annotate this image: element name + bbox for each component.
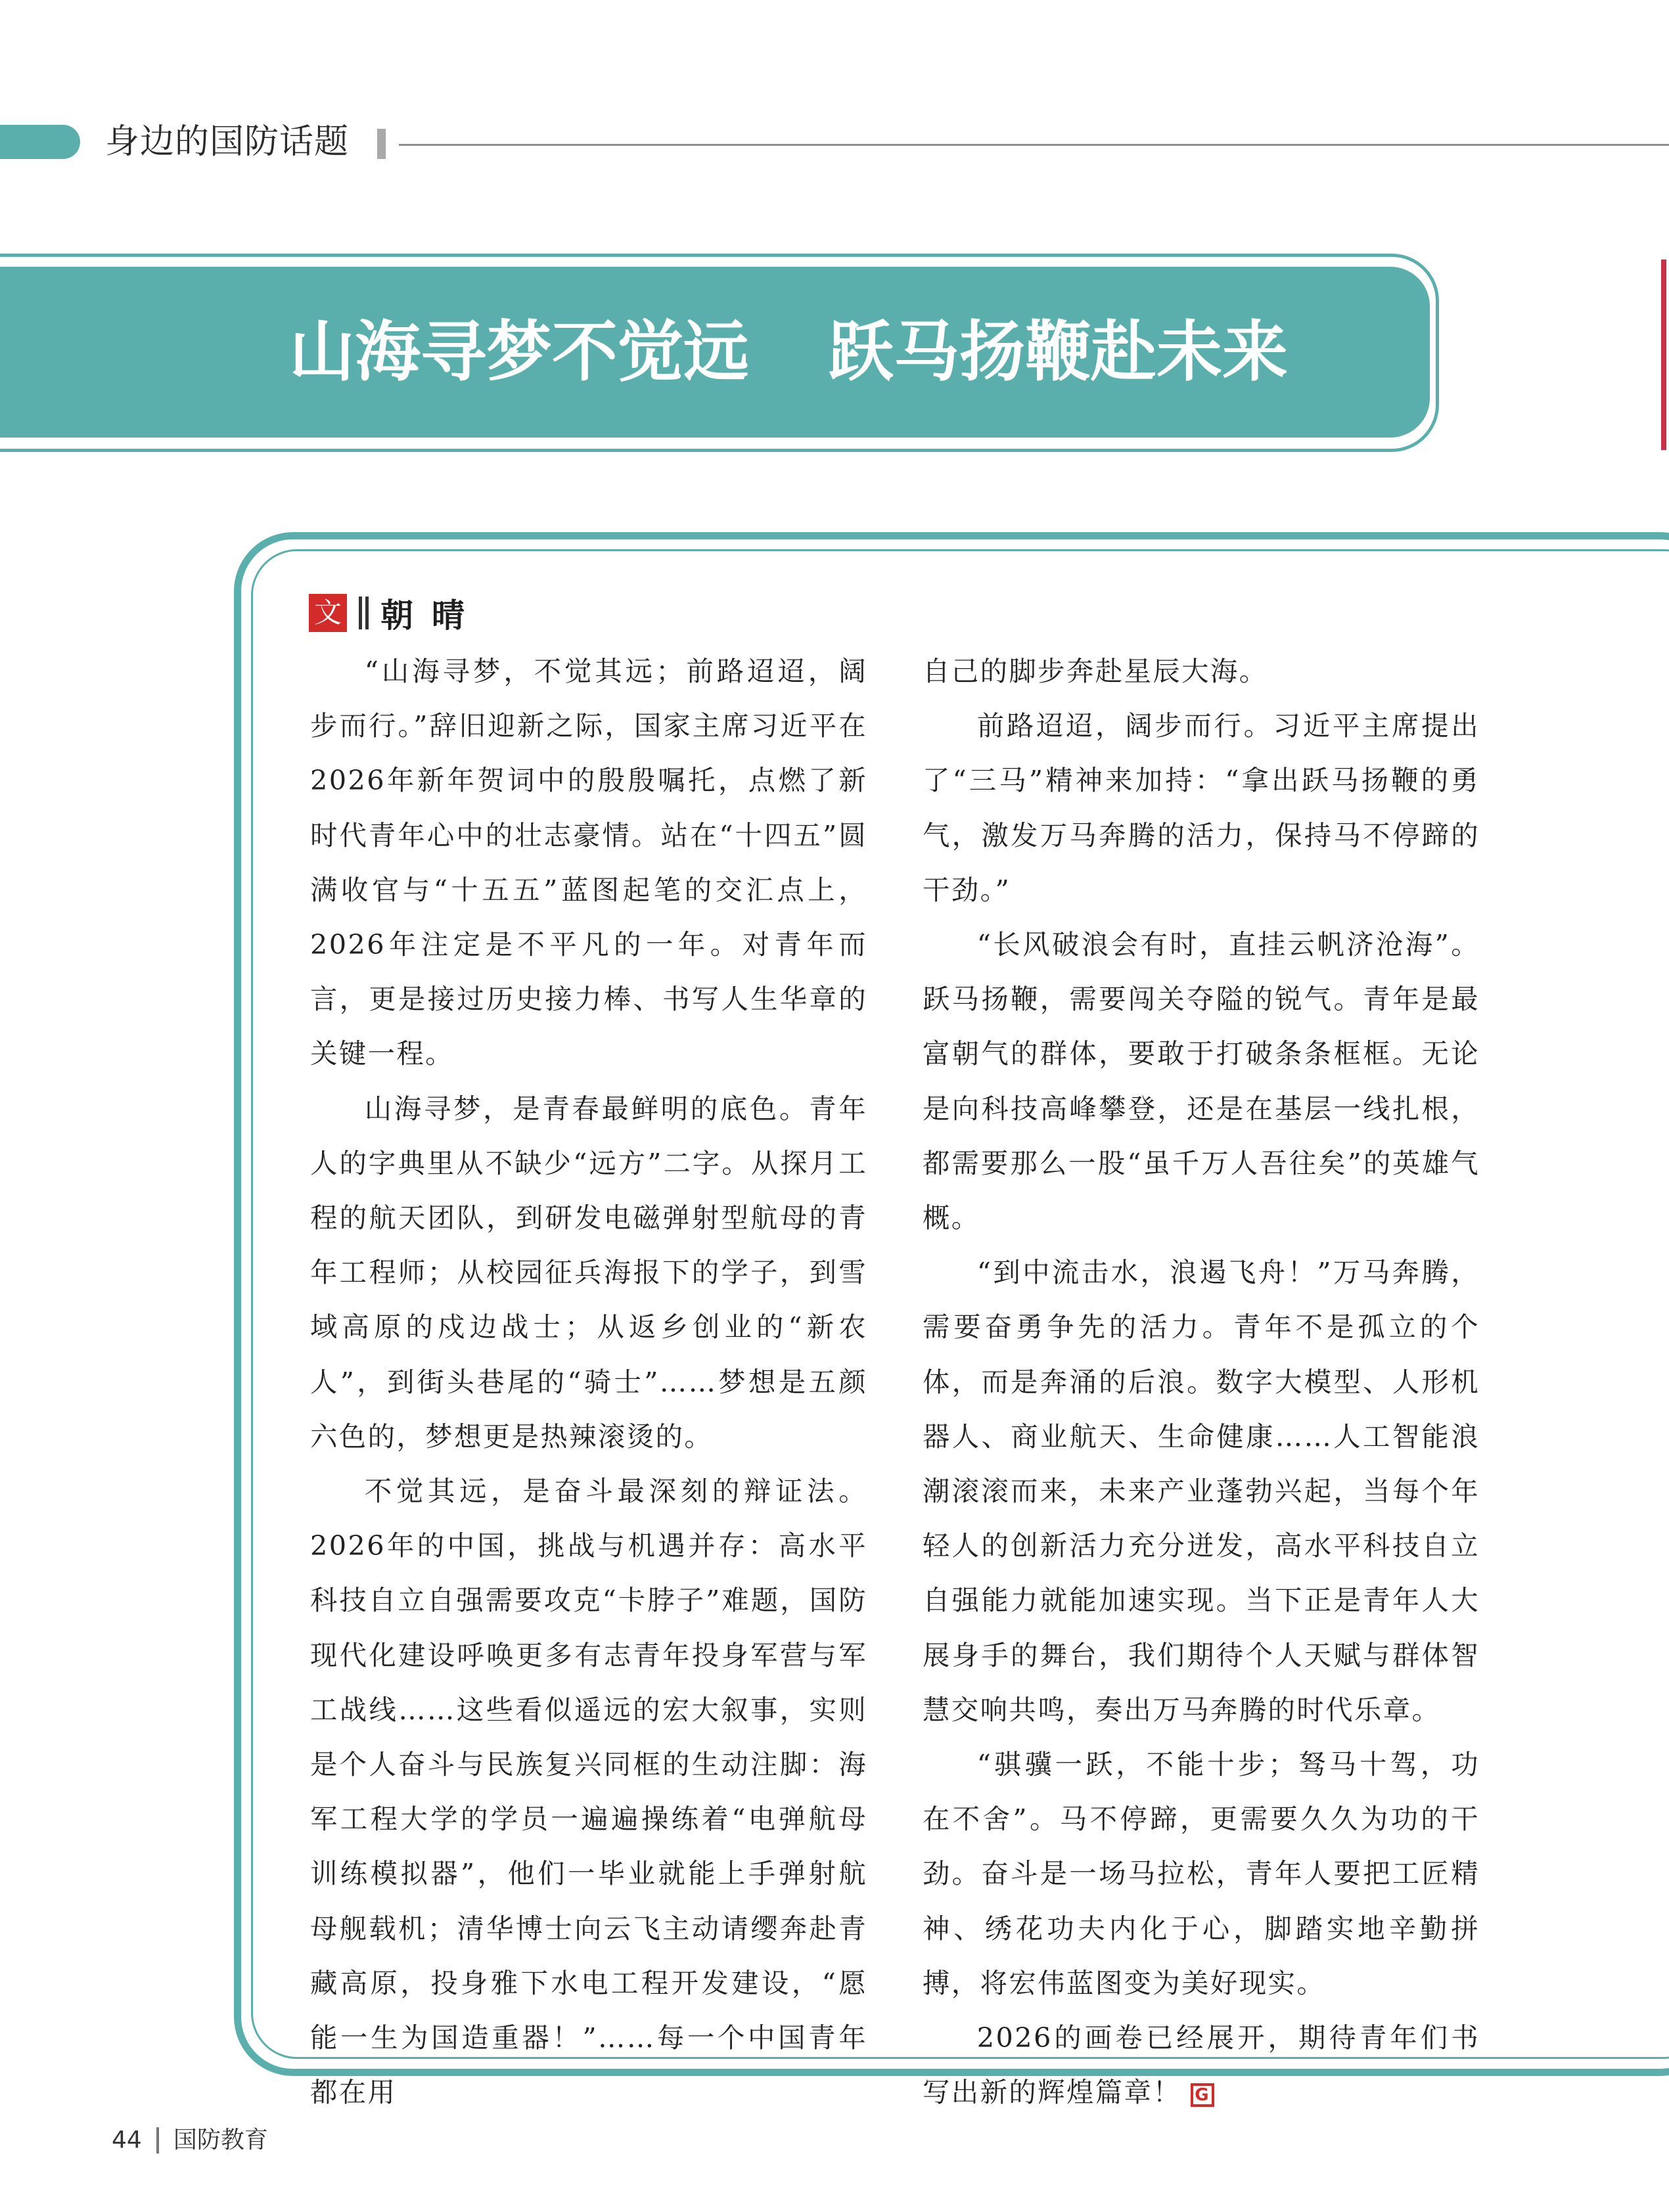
header-rule bbox=[399, 144, 1669, 146]
paragraph: “骐骥一跃，不能十步；驽马十驾，功在不舍”。马不停蹄，更需要久久为功的干劲。奋斗是一场马拉松，青年人要把工匠精神、绣花功夫内化于心，脚踏实地辛勤拼搏，将宏伟蓝图变为美好现实。 bbox=[923, 1749, 1480, 1999]
footer-separator bbox=[156, 2127, 159, 2154]
paragraph: “到中流击水，浪遏飞舟！”万马奔腾，需要奋勇争先的活力。青年不是孤立的个体，而是奔涌的后浪。数字大模型、人形机器人、商业航天、生命健康……人工智能浪潮滚滚而来，未来产业蓬勃兴起，当每个年轻人的创新活力充分迸发，高水平科技自立自强能力就能加速实现。当下正是青年人大展身手的舞台，我们期待个人天赋与群体智慧交响共鸣，奏出万马奔腾的时代乐章。 bbox=[923, 1257, 1480, 1726]
article-title-part2: 跃马扬鞭赴未来 bbox=[828, 313, 1288, 390]
paragraph-continuation: 自己的脚步奔赴星辰大海。 bbox=[923, 656, 1268, 687]
paragraph: 不觉其远，是奋斗最深刻的辩证法。2026年的中国，挑战与机遇并存：高水平科技自立自强需要攻克“卡脖子”难题，国防现代化建设呼唤更多有志青年投身军营与军工战线……这些看似遥远的宏大叙事，实则是个人奋斗与民族复兴同框的生动注脚：海军工程大学的学员一遍遍操练着“电弹航母训练模拟器”，他们一毕业就能上手弹射航母舰载机；清华博士向云飞主动请缨奔赴青藏高原，投身雅下水电工程开发建设，“愿能一生为国造重器！”……每一个中国青年都在用 bbox=[310, 1476, 867, 2109]
end-mark-icon: G bbox=[1191, 2083, 1214, 2107]
paragraph: 山海寻梦，是青春最鲜明的底色。青年人的字典里从不缺少“远方”二字。从探月工程的航天团队，到研发电磁弹射型航母的青年工程师；从校园征兵海报下的学子，到雪域高原的戍边战士；从返乡创业的“新农人”，到街头巷尾的“骑士”……梦想是五颜六色的，梦想更是热辣滚烫的。 bbox=[310, 1093, 867, 1453]
last-paragraph bbox=[923, 2011, 1480, 2120]
section-tab-decoration bbox=[0, 125, 80, 159]
article-title bbox=[289, 267, 1288, 438]
paragraph: “长风破浪会有时，直挂云帆济沧海”。跃马扬鞭，需要闯关夺隘的锐气。青年是最富朝气的群体，要敢于打破条条框框。无论是向科技高峰攀登，还是在基层一线扎根，都需要那么一股“虽千万人吾往矣”的英雄气概。 bbox=[923, 929, 1480, 1234]
article-column-right bbox=[923, 644, 1480, 2120]
author-name: 朝晴 bbox=[380, 597, 483, 635]
byline-separator bbox=[359, 597, 369, 629]
section-title: 身边的国防话题 bbox=[105, 122, 350, 162]
section-title-marker bbox=[377, 129, 386, 159]
article-column-left bbox=[310, 644, 867, 2120]
page-number: 44 bbox=[112, 2127, 142, 2154]
byline bbox=[309, 593, 483, 633]
page-footer bbox=[112, 2121, 268, 2160]
article-title-part1: 山海寻梦不觉远 bbox=[289, 313, 749, 390]
page-edge-accent bbox=[1661, 260, 1666, 450]
paragraph: 前路迢迢，阔步而行。习近平主席提出了“三马”精神来加持：“拿出跃马扬鞭的勇气，激发万马奔腾的活力，保持马不停蹄的干劲。” bbox=[923, 710, 1480, 906]
byline-tag: 文 bbox=[309, 594, 347, 632]
magazine-name: 国防教育 bbox=[173, 2127, 268, 2154]
paragraph-text: 2026的画卷已经展开，期待青年们书写出新的辉煌篇章！ bbox=[923, 2022, 1480, 2109]
paragraph: “山海寻梦，不觉其远；前路迢迢，阔步而行。”辞旧迎新之际，国家主席习近平在2026年新年贺词中的殷殷嘱托，点燃了新时代青年心中的壮志豪情。站在“十四五”圆满收官与“十五五”蓝图起笔的交汇点上，2026年注定是不平凡的一年。对青年而言，更是接过历史接力棒、书写人生华章的关键一程。 bbox=[310, 656, 867, 1070]
